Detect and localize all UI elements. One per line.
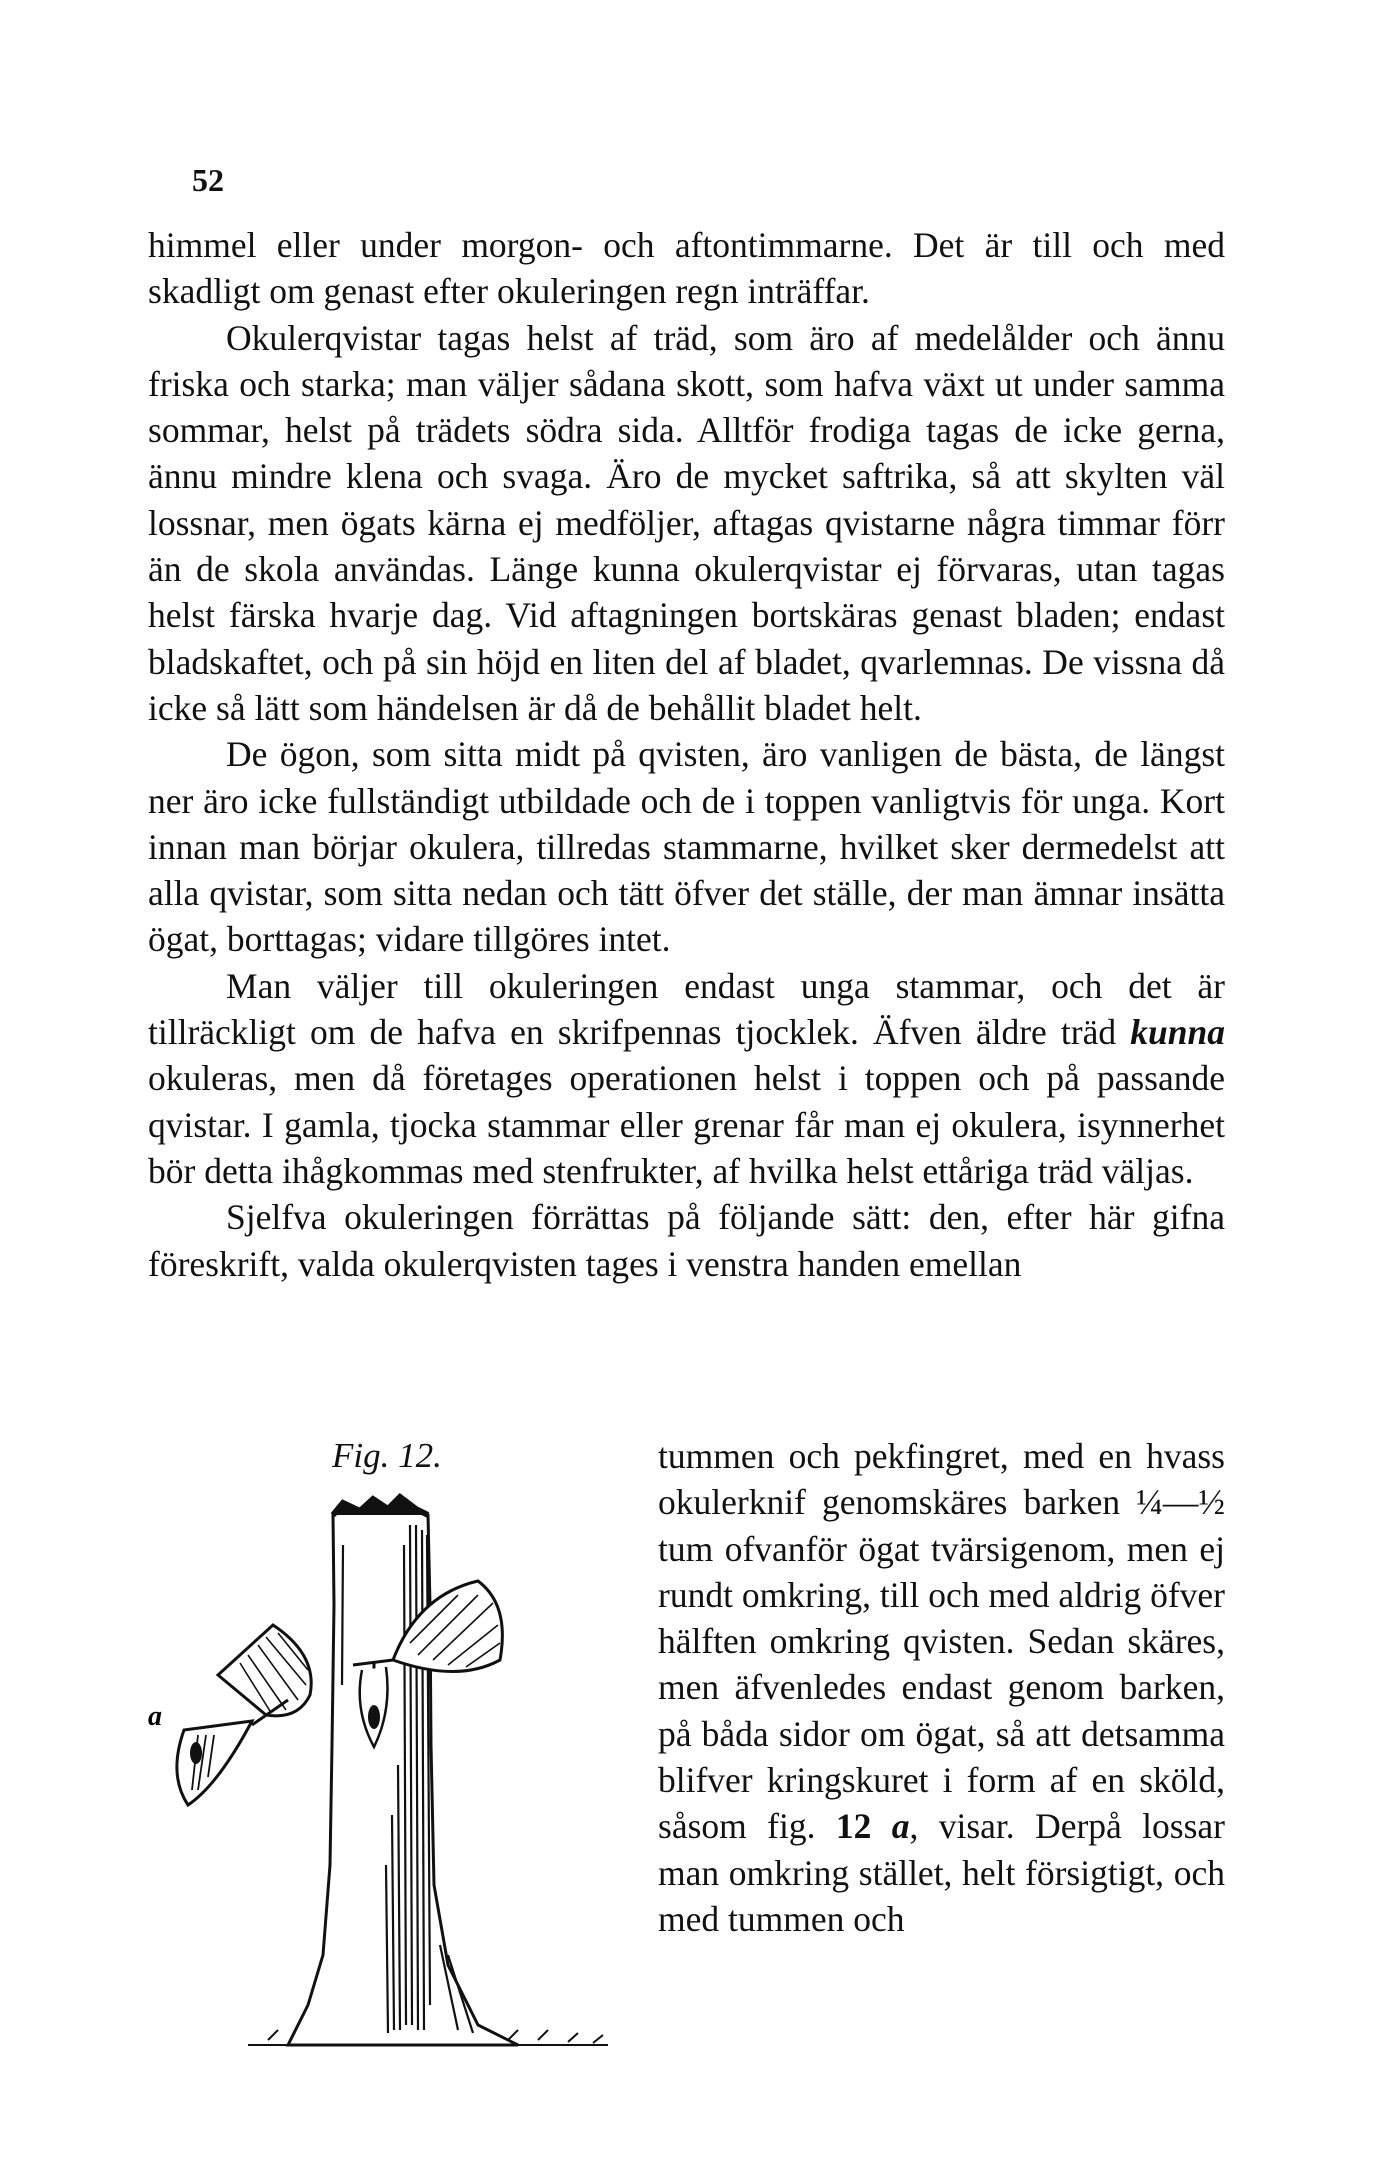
paragraph-stammar: [148, 963, 1225, 1194]
budding-illustration: [148, 1485, 638, 2085]
paragraph-sjelfva: Sjelfva okuleringen förrättas på följande sätt: den, efter här gifna föreskrift, valda okulerqvisten tages i venstra handen emellan: [148, 1197, 1225, 1284]
tree-trunk-icon: [288, 1497, 518, 2045]
paragraph-continuation: himmel eller under morgon- och aftontimmarne. Det är till och med skadligt om genast efter okuleringen regn inträffar.: [148, 225, 1225, 312]
side-text-2: tum ofvanför ögat tvärsigenom, men ej rundt omkring, till och med aldrig öfver hälften omkring qvisten. Sedan skäres, men äfvenledes endast genom barken, på båda sidor om ögat, så att detsamma blifver kringskuret i form af en sköld, såsom fig.: [658, 1528, 1225, 1847]
figure-label-a: a: [148, 1701, 162, 1732]
figure-caption: Fig. 12.: [332, 1436, 442, 1475]
side-text: [658, 1433, 1225, 1942]
fraction: ¼—½: [1136, 1482, 1225, 1523]
figure-and-text-block: [148, 1433, 1225, 2093]
page-number: 52: [192, 162, 224, 198]
side-text-3: , visar. Derpå lossar man omkring stället, helt försigtigt, och med tummen och: [658, 1806, 1225, 1939]
figure-12: [148, 1433, 638, 2093]
side-text-1: tummen och pekfingret, med en hvass okulerknif genomskäres barken: [658, 1436, 1225, 1523]
leaf-with-shield-icon: [177, 1625, 311, 1805]
paragraph-okulerqvistar: Okulerqvistar tagas helst af träd, som äro af medelålder och ännu friska och starka; man väljer sådana skott, som hafva växt ut under samma sommar, helst på trädets södra sida. Alltför frodiga tagas de icke gerna, ännu mindre klena och svaga. Äro de mycket saftrika, så att skylten väl lossnar, men ögats kärna ej medföljer, aftagas qvistarne några timmar förr än de skola användas. Länge kunna okulerqvistar ej förvaras, utan tagas helst färska hvarje dag. Vid aftagningen bortskäras genast bladen; endast bladskaftet, och på sin höjd en liten del af bladet, qvarlemnas. De vissna då icke så lätt som händelsen är då de behållit bladet helt.: [148, 317, 1225, 728]
figure-reference-number: 12: [835, 1806, 872, 1847]
body-text: [148, 222, 1225, 1287]
paragraph-stammar-text-1: Man väljer till okuleringen endast unga stammar, och det är tillräckligt om de hafva en skrifpennas tjocklek. Äfven äldre träd: [148, 965, 1225, 1053]
paragraph-side: [658, 1433, 1225, 1942]
emphasis-kunna: kunna: [1130, 1012, 1225, 1053]
paragraph-stammar-text-2: okuleras, men då företages operationen helst i toppen och på passande qvistar. I gamla, tjocka stammar eller grenar får man ej okulera, isynnerhet bör detta ihågkommas med stenfrukter, af hvilka helst ettåriga träd väljas.: [148, 1058, 1225, 1191]
paragraph-ogon: De ögon, som sitta midt på qvisten, äro vanligen de bästa, de längst ner äro icke fullständigt utbildade och de i toppen vanligtvis för unga. Kort innan man börjar okulera, tillredas stammarne, hvilket sker dermedelst att alla qvistar, som sitta nedan och tätt öfver det ställe, der man ämnar insätta ögat, borttagas; vidare tillgöres intet.: [148, 734, 1225, 960]
figure-reference-letter: a: [891, 1806, 910, 1847]
